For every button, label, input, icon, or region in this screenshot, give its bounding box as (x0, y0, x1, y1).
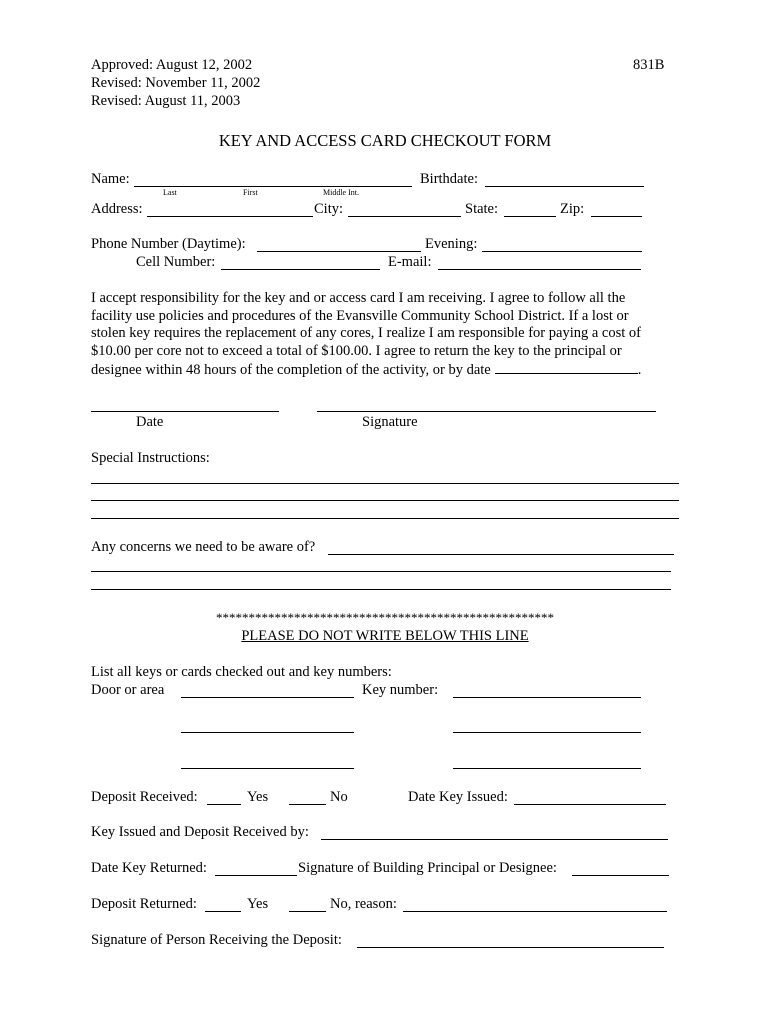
birthdate-field[interactable] (485, 186, 644, 187)
city-field[interactable] (348, 216, 461, 217)
principal-signature-field[interactable] (572, 875, 669, 876)
date-caption: Date (136, 414, 164, 430)
state-field[interactable] (504, 216, 556, 217)
special-instructions-label: Special Instructions: (91, 450, 210, 466)
agreement-line-4: $10.00 per core not to exceed a total of $100.00. I agree to return the key to the principal or (91, 343, 622, 360)
form-title: KEY AND ACCESS CARD CHECKOUT FORM (218, 131, 552, 150)
name-label: Name: (91, 171, 130, 187)
concerns-line-2[interactable] (91, 571, 671, 572)
name-sublabel-first: First (243, 188, 258, 197)
stars-divider: **************************************************** (216, 610, 554, 625)
special-instructions-line-3[interactable] (91, 518, 679, 519)
date-key-issued-field[interactable] (514, 804, 666, 805)
deposit-received-yes-field[interactable] (207, 804, 241, 805)
door-area-field-2[interactable] (181, 732, 354, 733)
agreement-line-1: I accept responsibility for the key and or access card I am receiving. I agree to follow all the (91, 290, 626, 306)
principal-signature-label: Signature of Building Principal or Designee: (298, 860, 557, 876)
cell-number-label: Cell Number: (136, 254, 216, 270)
door-area-field-1[interactable] (181, 697, 354, 698)
return-by-date-field[interactable] (495, 361, 638, 374)
email-field[interactable] (438, 269, 641, 270)
evening-phone-field[interactable] (482, 251, 642, 252)
email-label: E-mail: (388, 254, 432, 270)
name-sublabel-middle: Middle Int. (323, 188, 359, 197)
revised-date-2: Revised: August 11, 2003 (91, 93, 241, 109)
agreement-line-5: designee within 48 hours of the completion of the activity, or by date (91, 361, 491, 378)
list-keys-label: List all keys or cards checked out and key numbers: (91, 664, 392, 680)
signature-caption: Signature (362, 414, 418, 430)
cell-number-field[interactable] (221, 269, 380, 270)
concerns-line-1[interactable] (328, 554, 674, 555)
door-area-field-3[interactable] (181, 768, 354, 769)
revised-date-1: Revised: November 11, 2002 (91, 75, 261, 91)
deposit-returned-yes-field[interactable] (205, 911, 241, 912)
date-line[interactable] (91, 411, 279, 412)
concerns-label: Any concerns we need to be aware of? (91, 539, 316, 555)
zip-label: Zip: (560, 201, 585, 217)
deposit-received-no-field[interactable] (289, 804, 326, 805)
receiving-signature-field[interactable] (357, 947, 664, 948)
phone-daytime-label: Phone Number (Daytime): (91, 236, 246, 252)
zip-field[interactable] (591, 216, 642, 217)
door-area-label: Door or area (91, 682, 165, 698)
key-number-field-1[interactable] (453, 697, 641, 698)
deposit-returned-reason-field[interactable] (403, 911, 667, 912)
key-number-field-2[interactable] (453, 732, 641, 733)
do-not-write-notice: PLEASE DO NOT WRITE BELOW THIS LINE (241, 628, 529, 644)
deposit-returned-label: Deposit Returned: (91, 896, 197, 912)
birthdate-label: Birthdate: (420, 171, 478, 187)
evening-phone-label: Evening: (425, 236, 478, 252)
receiving-signature-label: Signature of Person Receiving the Deposit: (91, 932, 342, 948)
date-key-returned-field[interactable] (215, 875, 297, 876)
deposit-returned-no-field[interactable] (289, 911, 326, 912)
approved-date: Approved: August 12, 2002 (91, 57, 253, 73)
city-label: City: (314, 201, 344, 217)
signature-line[interactable] (317, 411, 656, 412)
address-label: Address: (91, 201, 143, 217)
deposit-received-label: Deposit Received: (91, 789, 198, 805)
special-instructions-line-1[interactable] (91, 483, 679, 484)
date-key-returned-label: Date Key Returned: (91, 860, 207, 876)
key-issued-by-label: Key Issued and Deposit Received by: (91, 824, 309, 840)
deposit-returned-no-reason-label: No, reason: (330, 896, 397, 912)
state-label: State: (465, 201, 499, 217)
name-field[interactable] (134, 186, 412, 187)
date-key-issued-label: Date Key Issued: (408, 789, 508, 805)
deposit-returned-yes-label: Yes (247, 896, 269, 912)
phone-daytime-field[interactable] (257, 251, 421, 252)
agreement-paragraph (91, 290, 681, 380)
agreement-line-2: facility use policies and procedures of the Evansville Community School District. If a lost or (91, 307, 629, 324)
concerns-line-3[interactable] (91, 589, 671, 590)
name-sublabel-last: Last (163, 188, 177, 197)
agreement-line-3: stolen key requires the replacement of any cores, I realize I am responsible for paying a cost of (91, 325, 641, 342)
key-number-field-3[interactable] (453, 768, 641, 769)
special-instructions-line-2[interactable] (91, 500, 679, 501)
form-number: 831B (633, 57, 665, 73)
agreement-line-5-end: . (637, 361, 642, 378)
key-number-label: Key number: (362, 682, 439, 698)
address-field[interactable] (147, 216, 313, 217)
key-issued-by-field[interactable] (321, 839, 668, 840)
deposit-received-no-label: No (330, 789, 348, 805)
deposit-received-yes-label: Yes (247, 789, 269, 805)
